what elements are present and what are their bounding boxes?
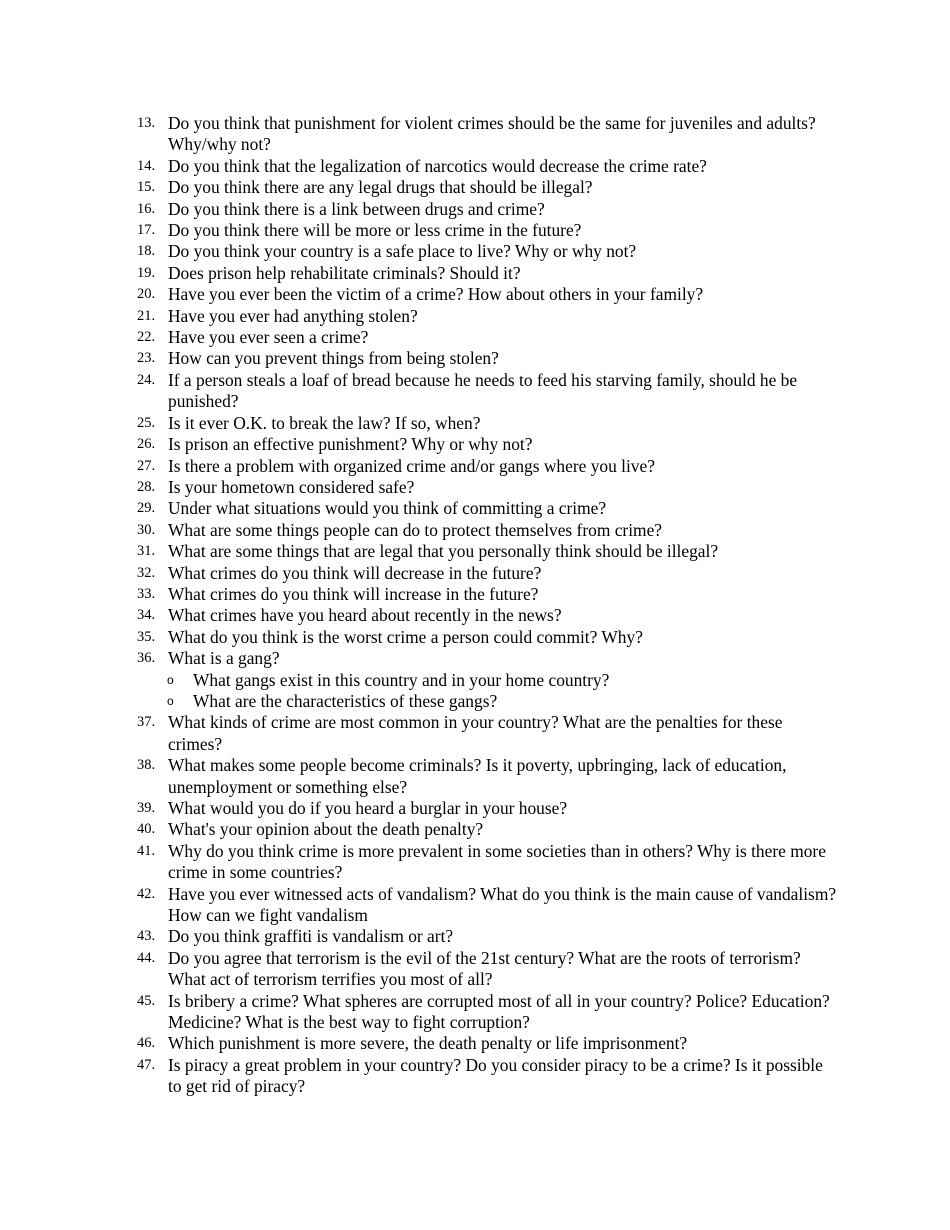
question-number: 43. xyxy=(137,928,156,945)
question-number: 31. xyxy=(137,543,156,560)
list-item xyxy=(137,1033,837,1054)
list-item xyxy=(137,755,837,798)
question-number: 40. xyxy=(137,821,156,838)
question-text: What are some things that are legal that you personally think should be illegal? xyxy=(168,541,719,562)
list-item xyxy=(137,798,837,819)
question-number: 18. xyxy=(137,243,156,260)
question-number: 29. xyxy=(137,500,156,517)
question-number: 27. xyxy=(137,457,156,474)
question-text: Do you think your country is a safe place to live? Why or why not? xyxy=(168,241,637,262)
question-text: What crimes do you think will decrease in the future? xyxy=(168,562,542,583)
sub-question-text: What gangs exist in this country and in your home country? xyxy=(193,669,610,690)
question-number: 41. xyxy=(137,842,156,859)
sub-list-item xyxy=(137,691,837,712)
question-number: 13. xyxy=(137,115,156,131)
question-number: 14. xyxy=(137,157,156,174)
question-text: What crimes do you think will increase in the future? xyxy=(168,583,539,604)
list-item xyxy=(137,241,837,262)
question-number: 26. xyxy=(137,436,156,453)
question-number: 22. xyxy=(137,329,156,346)
question-number: 38. xyxy=(137,757,156,774)
question-text: Does prison help rehabilitate criminals? Should it? xyxy=(168,262,521,283)
question-text: Why do you think crime is more prevalent in some societies than in others? Why is there more crime in some countries? xyxy=(168,840,826,883)
list-item xyxy=(137,498,837,519)
question-text: Is your hometown considered safe? xyxy=(168,476,415,497)
question-text: What's your opinion about the death penalty? xyxy=(168,819,484,840)
question-text: Is it ever O.K. to break the law? If so, when? xyxy=(168,412,481,433)
question-text: Which punishment is more severe, the death penalty or life imprisonment? xyxy=(168,1033,688,1054)
question-text: Do you agree that terrorism is the evil of the 21st century? What are the roots of terrorism? What act of terrorism terrifies you most of all? xyxy=(168,947,801,990)
question-text: Do you think that punishment for violent crimes should be the same for juveniles and adults? Why/why not? xyxy=(168,113,816,155)
list-item xyxy=(137,477,837,498)
list-item xyxy=(137,1055,837,1098)
question-text: Is bribery a crime? What spheres are corrupted most of all in your country? Police? Education? Medicine? What is the best way to fight corruption? xyxy=(168,990,830,1033)
question-text: How can you prevent things from being stolen? xyxy=(168,348,499,369)
question-text: Have you ever witnessed acts of vandalism? What do you think is the main cause of vandalism? How can we fight vandalism xyxy=(168,883,837,926)
list-item xyxy=(137,348,837,369)
question-number: 24. xyxy=(137,371,156,388)
list-item xyxy=(137,712,837,755)
question-number: 15. xyxy=(137,179,156,196)
list-item xyxy=(137,605,837,626)
question-number: 47. xyxy=(137,1056,156,1073)
list-item xyxy=(137,991,837,1034)
list-item xyxy=(137,841,837,884)
list-item xyxy=(137,456,837,477)
list-item xyxy=(137,370,837,413)
question-text: What would you do if you heard a burglar in your house? xyxy=(168,798,568,818)
question-number: 46. xyxy=(137,1035,156,1052)
question-text: Do you think there is a link between drugs and crime? xyxy=(168,198,545,219)
list-item xyxy=(137,948,837,991)
list-item xyxy=(137,327,837,348)
question-text: Do you think there are any legal drugs that should be illegal? xyxy=(168,177,593,198)
question-text: What are some things people can do to protect themselves from crime? xyxy=(168,519,663,540)
list-item xyxy=(137,541,837,562)
list-item xyxy=(137,306,837,327)
question-number: 20. xyxy=(137,286,156,303)
question-text: What kinds of crime are most common in your country? What are the penalties for these crimes? xyxy=(168,712,783,754)
question-text-with-subitems xyxy=(168,648,837,669)
list-item xyxy=(137,177,837,198)
question-number: 21. xyxy=(137,307,156,324)
question-number: 17. xyxy=(137,222,156,239)
question-number: 19. xyxy=(137,264,156,281)
list-item xyxy=(137,413,837,434)
question-text: Have you ever been the victim of a crime? How about others in your family? xyxy=(168,284,704,305)
list-item xyxy=(137,819,837,840)
question-text: Under what situations would you think of committing a crime? xyxy=(168,498,607,519)
question-number: 33. xyxy=(137,585,156,602)
question-number: 16. xyxy=(137,200,156,217)
bullet-icon: o xyxy=(167,693,174,708)
list-item xyxy=(137,627,837,648)
sub-list-item xyxy=(137,670,837,691)
question-number: 25. xyxy=(137,414,156,431)
question-number: 28. xyxy=(137,478,156,495)
question-text: What crimes have you heard about recently in the news? xyxy=(168,605,562,626)
question-number: 39. xyxy=(137,800,156,816)
question-text: Do you think that the legalization of narcotics would decrease the crime rate? xyxy=(168,155,707,176)
list-item xyxy=(137,884,837,927)
question-number: 36. xyxy=(137,650,156,667)
question-text: Is there a problem with organized crime and/or gangs where you live? xyxy=(168,455,655,476)
list-item xyxy=(137,284,837,305)
question-text: If a person steals a loaf of bread because he needs to feed his starving family, should he be punished? xyxy=(168,369,798,412)
question-number: 45. xyxy=(137,992,156,1009)
question-number: 35. xyxy=(137,628,156,645)
list-item xyxy=(137,584,837,605)
question-number: 32. xyxy=(137,564,156,581)
question-number: 30. xyxy=(137,521,156,538)
list-item xyxy=(137,113,837,156)
list-item xyxy=(137,434,837,455)
question-list xyxy=(137,113,837,1098)
question-text: Have you ever seen a crime? xyxy=(168,327,369,348)
question-text: Have you ever had anything stolen? xyxy=(168,305,418,326)
list-item xyxy=(137,156,837,177)
question-number: 42. xyxy=(137,885,156,902)
list-item xyxy=(137,563,837,584)
list-item xyxy=(137,199,837,220)
question-number: 44. xyxy=(137,949,156,966)
question-text: What do you think is the worst crime a person could commit? Why? xyxy=(168,626,643,647)
list-item xyxy=(137,263,837,284)
question-number: 23. xyxy=(137,350,156,367)
list-item xyxy=(137,520,837,541)
question-number: 34. xyxy=(137,607,156,624)
question-number: 37. xyxy=(137,714,156,731)
question-text: What is a gang? xyxy=(168,648,280,669)
question-text: What makes some people become criminals? Is it poverty, upbringing, lack of education, unemployment or something else? xyxy=(168,755,787,797)
question-text: Is prison an effective punishment? Why or why not? xyxy=(168,434,533,455)
sub-question-text: What are the characteristics of these gangs? xyxy=(193,690,498,711)
list-item xyxy=(137,926,837,947)
question-text: Do you think there will be more or less crime in the future? xyxy=(168,220,582,241)
question-text: Is piracy a great problem in your country? Do you consider piracy to be a crime? Is it possible to get rid of piracy? xyxy=(168,1054,823,1097)
bullet-icon: o xyxy=(167,672,174,687)
list-item xyxy=(137,648,837,669)
question-text: Do you think graffiti is vandalism or art? xyxy=(168,926,454,947)
list-item xyxy=(137,220,837,241)
